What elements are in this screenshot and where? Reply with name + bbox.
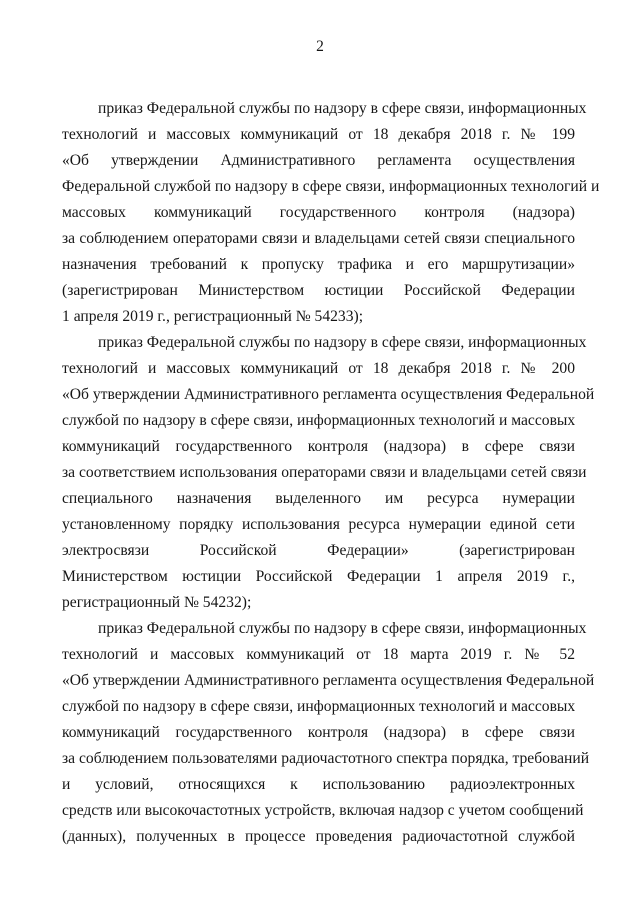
text-line: установленному порядку использования ресурса нумерации единой сети [62, 516, 575, 533]
text-line: технологий и массовых коммуникаций от 18 декабря 2018 г. № 199 [62, 126, 575, 143]
text-line: массовых коммуникаций государственного контроля (надзора) [62, 204, 575, 221]
text-line: за соблюдением пользователями радиочастотного спектра порядка, требований [62, 750, 590, 767]
text-line: Министерством юстиции Российской Федерации 1 апреля 2019 г., [62, 568, 575, 585]
text-line: коммуникаций государственного контроля (надзора) в сфере связи [62, 724, 575, 741]
text-line: и условий, относящихся к использованию радиоэлектронных [62, 776, 575, 793]
page-number: 2 [316, 38, 324, 55]
text-line: Федеральной службой по надзору в сфере связи, информационных технологий и [62, 178, 600, 195]
text-line: технологий и массовых коммуникаций от 18 марта 2019 г. № 52 [62, 646, 575, 663]
text-line: регистрационный № 54232); [62, 594, 252, 611]
text-line: за соответствием использования операторами связи и владельцами сетей связи [62, 464, 587, 481]
text-line: за соблюдением операторами связи и владельцами сетей связи специального [62, 230, 575, 247]
text-line: «Об утверждении Административного регламента осуществления Федеральной [62, 672, 595, 689]
text-line: «Об утверждении Административного регламента осуществления [62, 152, 575, 169]
text-line: службой по надзору в сфере связи, информационных технологий и массовых [62, 412, 576, 429]
text-line: электросвязи Российской Федерации» (зарегистрирован [62, 542, 575, 559]
text-line: приказ Федеральной службы по надзору в сфере связи, информационных [98, 620, 587, 637]
text-line: 1 апреля 2019 г., регистрационный № 54233); [62, 308, 364, 325]
text-line: приказ Федеральной службы по надзору в сфере связи, информационных [98, 334, 587, 351]
text-line: (данных), полученных в процессе проведения радиочастотной службой [62, 828, 575, 845]
text-line: «Об утверждении Административного регламента осуществления Федеральной [62, 386, 595, 403]
text-line: (зарегистрирован Министерством юстиции Российской Федерации [62, 282, 575, 299]
text-line: коммуникаций государственного контроля (надзора) в сфере связи [62, 438, 575, 455]
text-line: приказ Федеральной службы по надзору в сфере связи, информационных [98, 100, 587, 117]
text-line: службой по надзору в сфере связи, информационных технологий и массовых [62, 698, 576, 715]
text-line: специального назначения выделенного им ресурса нумерации [62, 490, 575, 507]
text-line: назначения требований к пропуску трафика и его маршрутизации» [62, 256, 575, 273]
text-line: средств или высокочастотных устройств, включая надзор с учетом сообщений [62, 802, 584, 819]
text-line: технологий и массовых коммуникаций от 18 декабря 2018 г. № 200 [62, 360, 575, 377]
